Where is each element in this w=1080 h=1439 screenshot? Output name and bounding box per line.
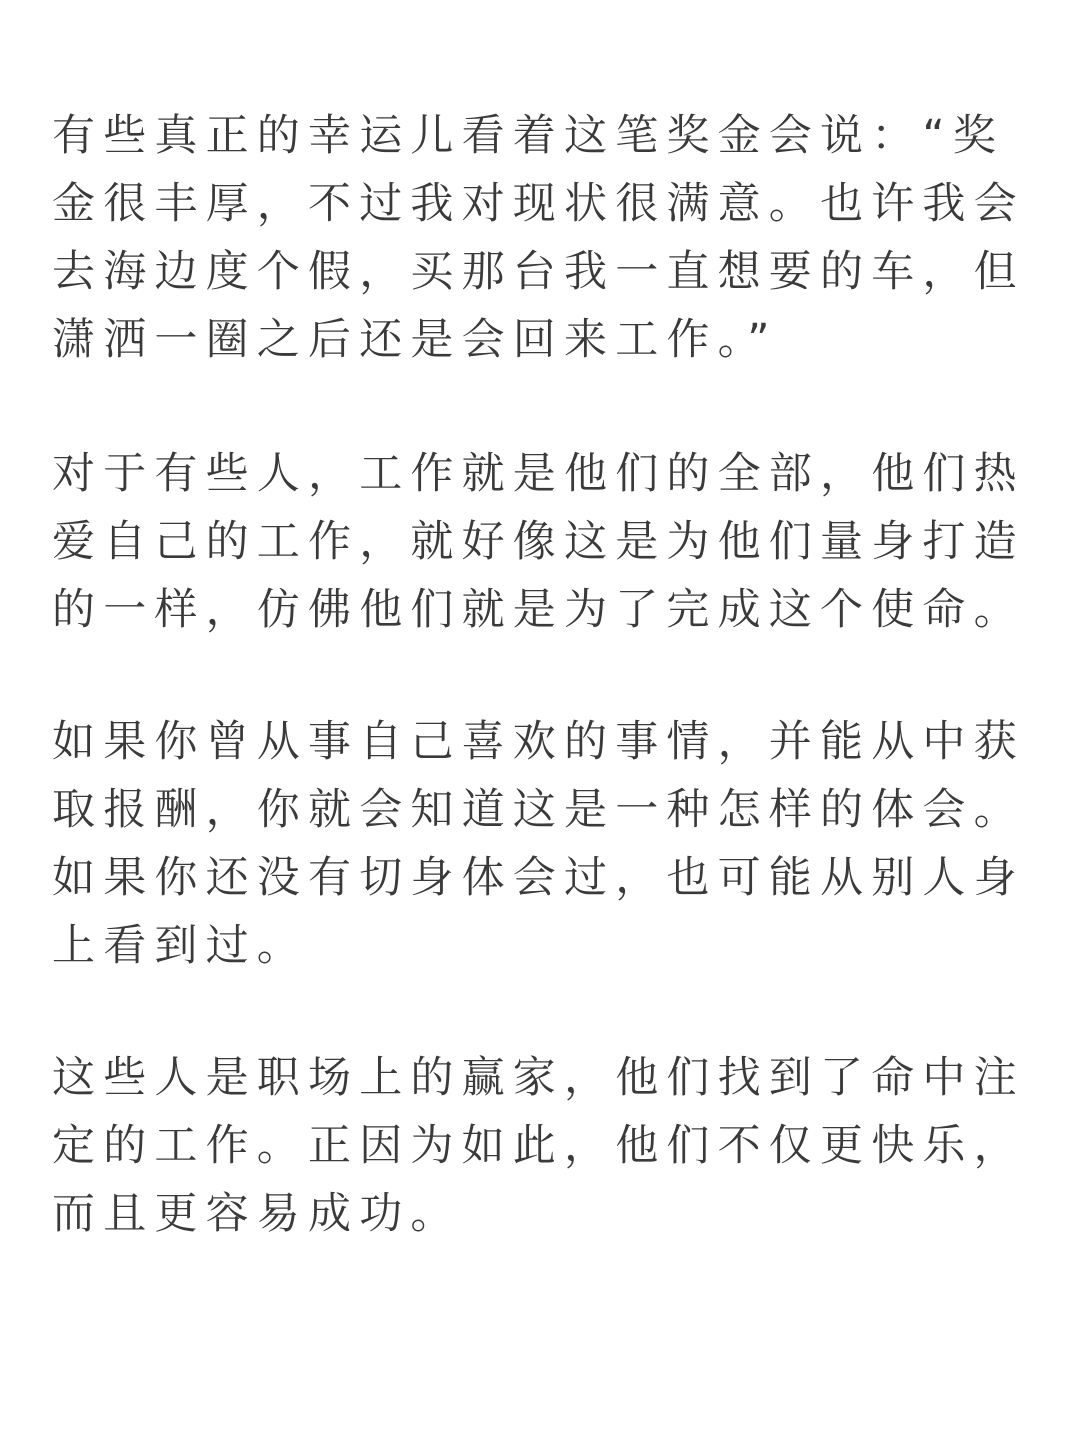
paragraph-3 (52, 708, 1032, 980)
text-line: 上看到过。 (52, 921, 308, 971)
text-line: 去海边度个假，买那台我一直想要的车，但 (52, 247, 1025, 297)
text-line: 这些人是职场上的赢家，他们找到了命中注 (52, 1053, 1025, 1103)
text-line: 的一样，仿佛他们就是为了完成这个使命。 (52, 585, 1025, 635)
text-line: 对于有些人，工作就是他们的全部，他们热 (52, 449, 1025, 499)
text-line: 而且更容易成功。 (52, 1189, 462, 1239)
text-line: 金很丰厚，不过我对现状很满意。也许我会 (52, 179, 1025, 229)
text-line: 如果你还没有切身体会过，也可能从别人身 (52, 853, 1025, 903)
paragraph-1 (52, 102, 1032, 374)
paragraph-2 (52, 440, 1032, 644)
paragraph-4 (52, 1044, 1032, 1248)
text-line: 爱自己的工作，就好像这是为他们量身打造 (52, 517, 1025, 567)
text-line: 如果你曾从事自己喜欢的事情，并能从中获 (52, 717, 1025, 767)
text-line: 潇洒一圈之后还是会回来工作。” (52, 315, 778, 365)
text-line: 有些真正的幸运儿看着这笔奖金会说：“奖 (52, 111, 1005, 161)
text-line: 取报酬，你就会知道这是一种怎样的体会。 (52, 785, 1025, 835)
text-line: 定的工作。正因为如此，他们不仅更快乐， (52, 1121, 1025, 1171)
